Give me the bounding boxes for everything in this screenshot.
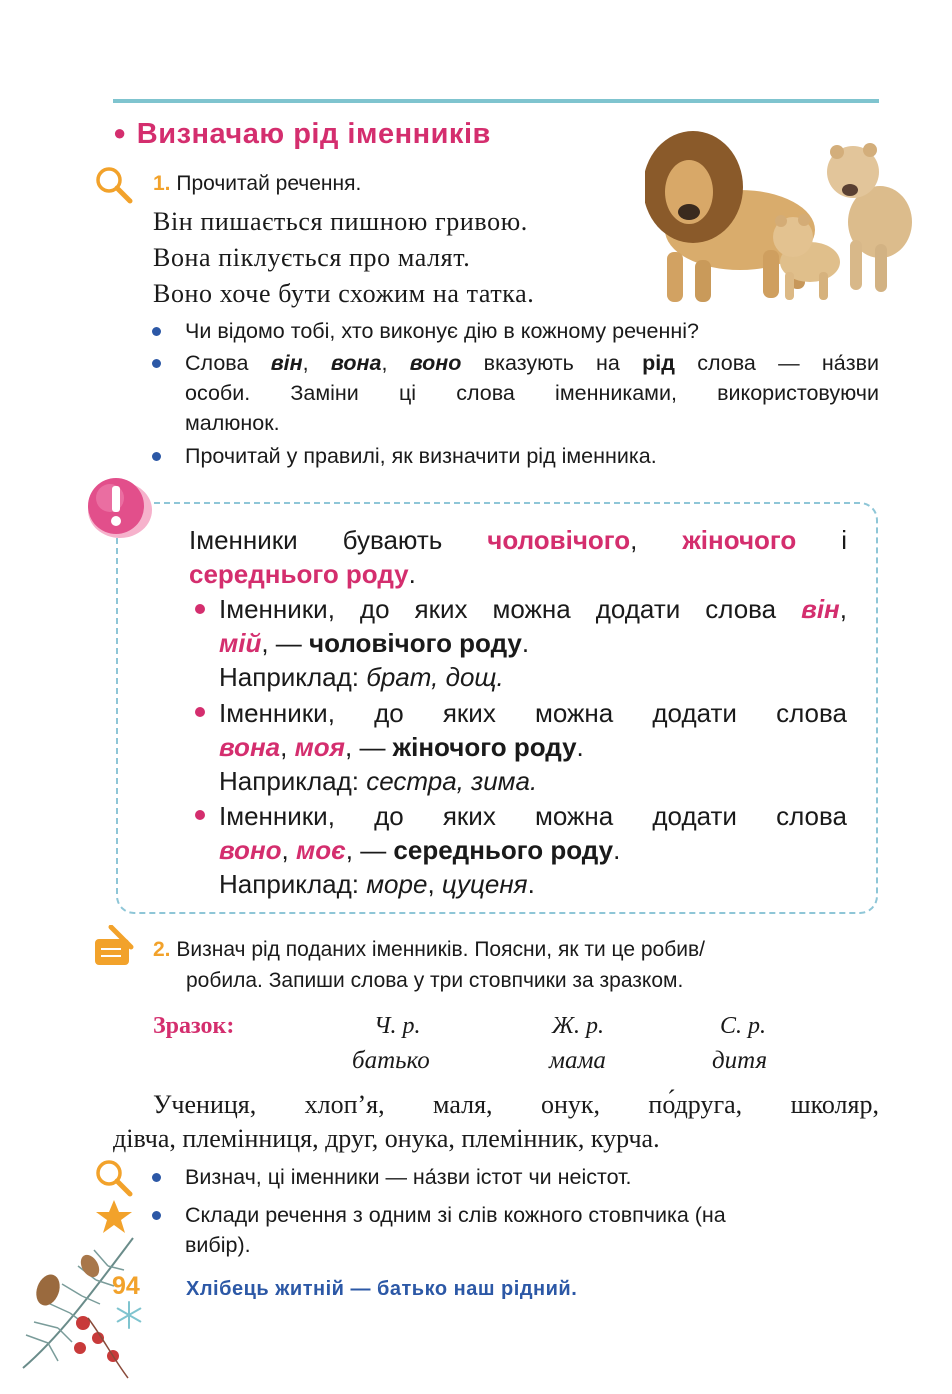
rule-bullet bbox=[195, 810, 205, 820]
task2-line2: робила. Запиши слова у три стовпчики за зразком. bbox=[186, 969, 684, 992]
rule-intro: Іменники бувають чоловічого, жіночого і bbox=[189, 525, 848, 555]
rule-masc-line2: мій, — чоловічого роду. bbox=[219, 628, 530, 658]
question-2: Слова він, вона, воно вказують на рід слова — на́зви особи. Заміни ці слова іменниками, використовуючи малюнок. bbox=[152, 348, 879, 444]
task2-bullet-2: Склади речення з одним зі слів кожного стовпчика (на вибір). bbox=[152, 1200, 879, 1264]
rule-fem-example: Наприклад: сестра, зима. bbox=[219, 766, 538, 796]
question-3: Прочитай у правилі, як визначити рід іменника. bbox=[152, 441, 879, 473]
task2-bullet-1: Визнач, ці іменники — на́зви істот чи неістот. bbox=[152, 1162, 879, 1194]
col-masc-header: Ч. р. bbox=[374, 1013, 421, 1039]
sentence-3: Воно хоче бути схожим на татка. bbox=[153, 279, 535, 308]
rule-bullet bbox=[195, 604, 205, 614]
rule-masc-example: Наприклад: брат, дощ. bbox=[219, 662, 504, 692]
sentence-2: Вона піклується про малят. bbox=[153, 243, 471, 272]
rule-intro-end: середнього роду. bbox=[189, 559, 416, 589]
page-number: 94 bbox=[112, 1272, 140, 1300]
lion-family-image bbox=[645, 112, 915, 312]
rule-neut-line2: воно, моє, — середнього роду. bbox=[219, 835, 621, 865]
rule-bullet bbox=[195, 707, 205, 717]
col-neut-header: С. р. bbox=[720, 1013, 767, 1039]
rule-fem-line2: вона, моя, — жіночого роду. bbox=[219, 732, 584, 762]
words-line2: дівча, племінниця, друг, онука, племінник, курча. bbox=[113, 1124, 660, 1153]
task2-line1: 2. Визнач рід поданих іменників. Поясни, як ти це робив/ bbox=[153, 938, 705, 961]
col-fem-header: Ж. р. bbox=[552, 1013, 604, 1039]
words-line1: Учениця, хлоп’я, маля, онук, по́друга, школяр, bbox=[153, 1090, 879, 1119]
top-divider bbox=[113, 99, 879, 103]
snowflake-icon bbox=[114, 1300, 144, 1330]
sentence-1: Він пишається пишною гривою. bbox=[153, 207, 528, 236]
sample-neut: дитя bbox=[712, 1047, 768, 1074]
section-title: ● Визначаю рід іменників bbox=[113, 118, 491, 150]
rule-neut-line: Іменники, до яких можна додати слова bbox=[219, 801, 847, 831]
sample-label: Зразок: bbox=[153, 1013, 235, 1039]
writing-hand-icon bbox=[91, 925, 137, 969]
exclamation-icon bbox=[80, 474, 154, 542]
sample-masc: батько bbox=[352, 1047, 430, 1074]
question-1: Чи відомо тобі, хто виконує дію в кожному реченні? bbox=[152, 316, 879, 348]
rule-neut-example: Наприклад: море, цуценя. bbox=[219, 869, 535, 899]
magnifier-icon bbox=[94, 165, 134, 205]
proverb: Хлібець житній — батько наш рідний. bbox=[186, 1278, 578, 1300]
task1-header: 1. Прочитай речення. bbox=[153, 172, 362, 195]
magnifier-icon bbox=[94, 1158, 134, 1198]
rule-fem-line: Іменники, до яких можна додати слова bbox=[219, 698, 847, 728]
rule-masc-line: Іменники, до яких можна додати слова він, bbox=[219, 594, 847, 624]
sample-fem: мама bbox=[549, 1047, 606, 1074]
